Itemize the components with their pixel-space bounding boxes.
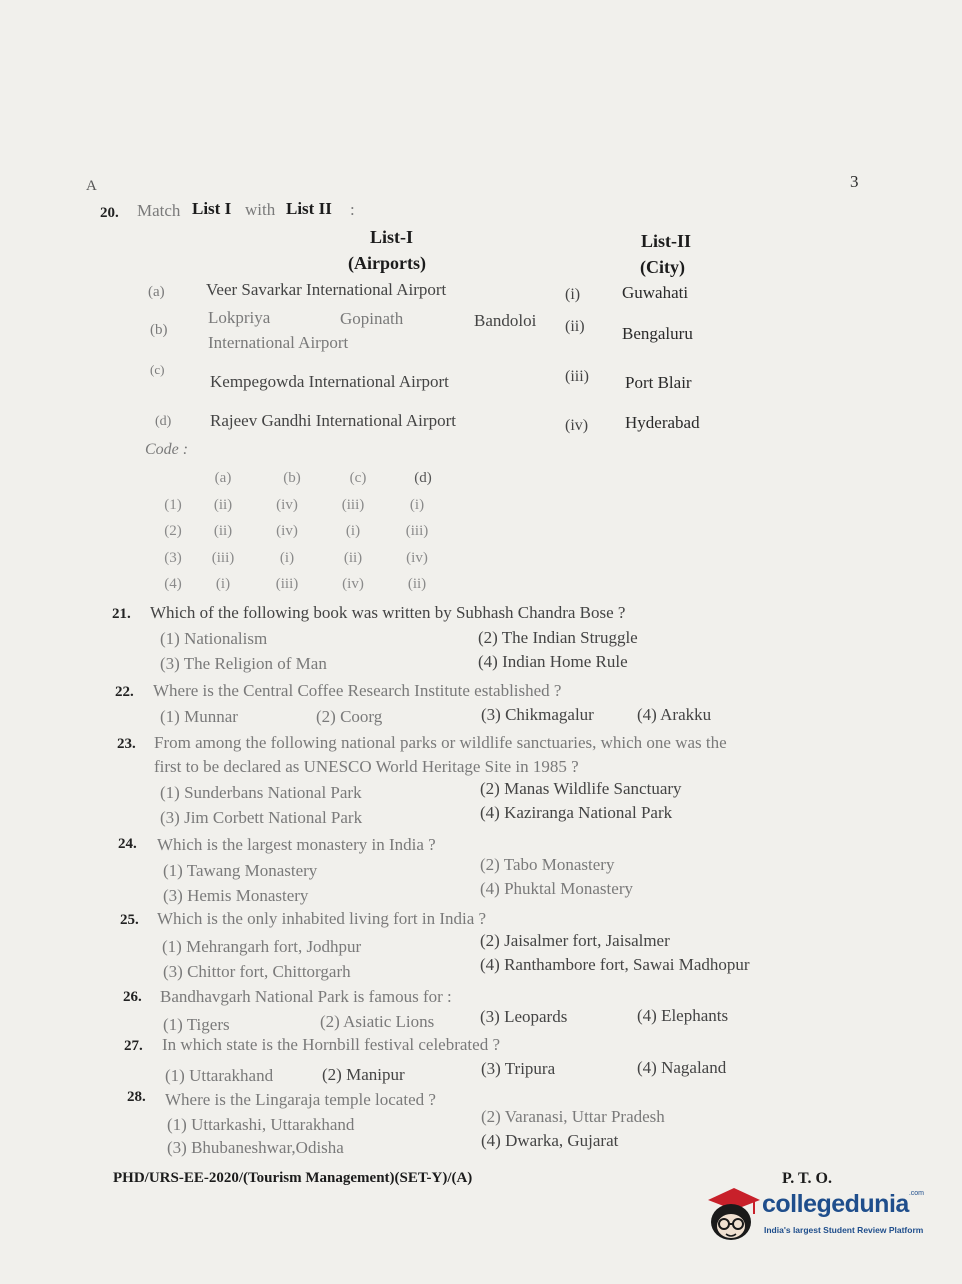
question-text: Which is the largest monastery in India ? — [157, 835, 436, 854]
option-1: (1) Sunderbans National Park — [160, 783, 362, 802]
code-option: (2) — [164, 523, 182, 539]
airport: Gopinath — [340, 309, 404, 328]
code-value: (ii) — [213, 523, 233, 539]
option-2: (2) Varanasi, Uttar Pradesh — [481, 1107, 665, 1126]
option-1: (1) Tawang Monastery — [163, 861, 318, 880]
airport: Veer Savarkar International Airport — [206, 280, 447, 299]
question-number: 23. — [117, 736, 136, 752]
question-text: Where is the Central Coffee Research Institute established ? — [153, 681, 562, 700]
option-4: (4) Ranthambore fort, Sawai Madhopur — [480, 955, 750, 974]
paper-code: PHD/URS-EE-2020/(Tourism Management)(SET-Y)/(A) — [113, 1170, 473, 1186]
roman-numeral: (ii) — [565, 318, 585, 335]
option-2: (2) Jaisalmer fort, Jaisalmer — [480, 931, 670, 950]
option-1: (1) Mehrangarh fort, Jodhpur — [162, 937, 362, 956]
code-label: Code : — [145, 441, 189, 458]
code-value: (ii) — [213, 497, 233, 513]
option-2: (2) Coorg — [316, 707, 383, 726]
option-1: (1) Uttarkashi, Uttarakhand — [167, 1115, 355, 1134]
question-number: 20. — [100, 205, 119, 221]
city: Guwahati — [622, 283, 689, 302]
roman-numeral: (iii) — [565, 368, 589, 385]
set-letter: A — [86, 178, 97, 194]
option-3: (3) Tripura — [481, 1059, 556, 1078]
question-text: From among the following national parks or wildlife sanctuaries, which one was the — [154, 733, 727, 752]
option-2: (2) Tabo Monastery — [480, 855, 615, 874]
code-value: (iv) — [406, 550, 428, 566]
code-value: (i) — [215, 576, 231, 592]
code-value: (i) — [345, 523, 361, 539]
question-text: In which state is the Hornbill festival celebrated ? — [162, 1035, 500, 1054]
airport: Lokpriya — [208, 308, 271, 327]
code-option: (3) — [164, 550, 182, 566]
question-number: 28. — [127, 1089, 146, 1105]
question-text: Where is the Lingaraja temple located ? — [165, 1090, 436, 1109]
airport: Rajeev Gandhi International Airport — [210, 411, 456, 430]
question-text: Which is the only inhabited living fort in India ? — [157, 909, 487, 928]
code-value: (iii) — [275, 576, 299, 592]
question-text: Match — [137, 201, 181, 220]
option-4: (4) Arakku — [637, 705, 712, 724]
city: Hyderabad — [625, 413, 700, 432]
question-text: with — [245, 200, 276, 219]
option-4: (4) Kaziranga National Park — [480, 803, 673, 822]
list1-ref: List I — [192, 199, 232, 218]
logo-tagline: India's largest Student Review Platform — [764, 1225, 924, 1235]
code-value: (iv) — [342, 576, 364, 592]
row-label: (d) — [155, 414, 172, 429]
page-number: 3 — [850, 172, 859, 191]
row-label: (a) — [148, 284, 165, 300]
question-number: 24. — [118, 836, 137, 852]
list1-title: List-I — [370, 227, 414, 247]
code-value: (i) — [279, 550, 295, 566]
roman-numeral: (i) — [565, 286, 581, 303]
option-1: (1) Nationalism — [160, 629, 268, 648]
airport: Bandoloi — [474, 311, 537, 330]
option-4: (4) Phuktal Monastery — [480, 879, 633, 898]
graduate-mascot-icon — [700, 1182, 762, 1244]
collegedunia-logo[interactable] — [700, 1180, 940, 1250]
option-4: (4) Elephants — [637, 1006, 729, 1025]
city: Port Blair — [625, 373, 692, 392]
question-number: 22. — [115, 684, 134, 700]
question-number: 26. — [123, 989, 142, 1005]
list2-ref: List II — [286, 199, 332, 218]
option-1: (1) Uttarakhand — [165, 1066, 274, 1085]
logo-tld: .com — [908, 1190, 924, 1197]
city: Bengaluru — [622, 324, 693, 343]
option-3: (3) Leopards — [480, 1007, 568, 1026]
option-2: (2) The Indian Struggle — [478, 628, 638, 647]
question-number: 21. — [112, 606, 131, 622]
option-3: (3) Bhubaneshwar,Odisha — [167, 1138, 344, 1157]
code-value: (ii) — [407, 576, 427, 592]
code-header: (d) — [414, 470, 432, 486]
option-3: (3) Jim Corbett National Park — [160, 808, 363, 827]
airport: International Airport — [208, 333, 349, 352]
code-value: (i) — [409, 497, 425, 513]
option-1: (1) Munnar — [160, 707, 238, 726]
option-4: (4) Nagaland — [637, 1058, 727, 1077]
question-text: : — [350, 200, 355, 219]
airport: Kempegowda International Airport — [210, 372, 449, 391]
code-value: (ii) — [343, 550, 363, 566]
code-value: (iv) — [276, 497, 298, 513]
question-number: 25. — [120, 912, 139, 928]
code-header: (b) — [283, 470, 301, 486]
logo-wordmark: collegedunia — [762, 1190, 909, 1218]
code-value: (iii) — [405, 523, 429, 539]
roman-numeral: (iv) — [565, 417, 589, 434]
option-4: (4) Indian Home Rule — [478, 652, 628, 671]
question-text: Bandhavgarh National Park is famous for : — [160, 987, 452, 1006]
code-header: (c) — [349, 470, 367, 486]
code-option: (1) — [164, 497, 182, 513]
option-2: (2) Manas Wildlife Sanctuary — [480, 779, 682, 798]
code-value: (iv) — [276, 523, 298, 539]
option-3: (3) Hemis Monastery — [163, 886, 309, 905]
option-2: (2) Manipur — [322, 1065, 405, 1084]
code-value: (iii) — [211, 550, 235, 566]
code-header: (a) — [214, 470, 232, 486]
pto-label: P. T. O. — [782, 1170, 832, 1187]
row-label: (b) — [150, 322, 168, 338]
question-text: Which of the following book was written by Subhash Chandra Bose ? — [150, 603, 626, 622]
option-1: (1) Tigers — [163, 1015, 230, 1034]
list2-subtitle: (City) — [640, 257, 685, 277]
option-3: (3) The Religion of Man — [160, 654, 327, 673]
option-2: (2) Asiatic Lions — [320, 1012, 435, 1031]
question-text-line2: first to be declared as UNESCO World Heritage Site in 1985 ? — [154, 757, 579, 776]
list2-title: List-II — [641, 231, 692, 251]
row-label: (c) — [150, 362, 165, 377]
code-option: (4) — [164, 576, 182, 592]
option-3: (3) Chikmagalur — [481, 705, 594, 724]
question-number: 27. — [124, 1038, 143, 1054]
code-value: (iii) — [341, 497, 365, 513]
option-4: (4) Dwarka, Gujarat — [481, 1131, 619, 1150]
option-3: (3) Chittor fort, Chittorgarh — [163, 962, 351, 981]
list1-subtitle: (Airports) — [348, 253, 426, 273]
